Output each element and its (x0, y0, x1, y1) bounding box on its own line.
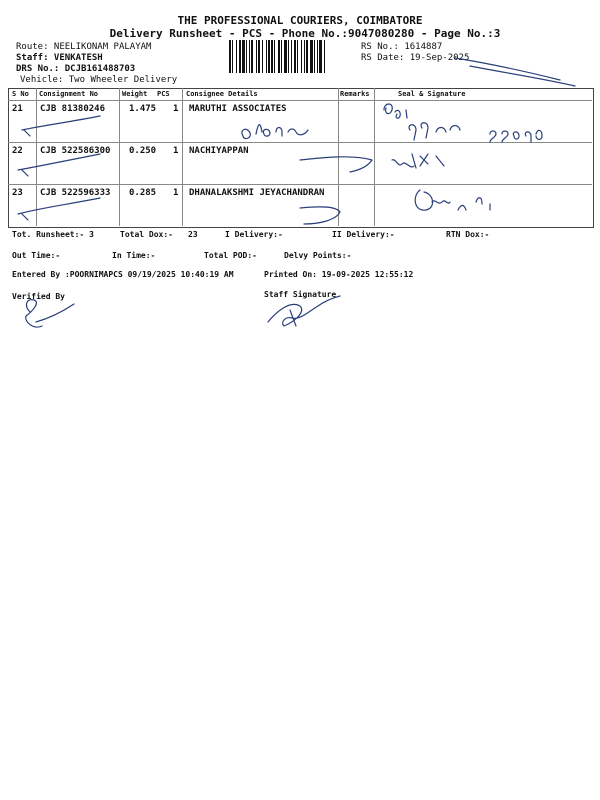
row-consignee: DHANALAKSHMI JEYACHANDRAN (189, 188, 325, 198)
i-delivery: I Delivery:- (225, 230, 283, 239)
staff-label: Staff: VENKATESH (16, 53, 103, 63)
col-consignment: Consignment No (39, 90, 99, 98)
total-dox-label: Total Dox:- (120, 230, 173, 239)
row-pcs: 1 (173, 104, 179, 114)
rs-date: RS Date: 19-Sep-2025 (361, 53, 470, 63)
entered-by: Entered By :POORNIMAPCS 09/19/2025 10:40:19 AM (12, 270, 234, 279)
row-sno: 21 (12, 104, 23, 114)
row-sno: 22 (12, 146, 23, 156)
col-weight: Weight (122, 90, 148, 98)
out-time: Out Time:- (12, 251, 61, 260)
row-pcs: 1 (173, 146, 179, 156)
col-pcs: PCS (157, 90, 170, 98)
row-weight: 0.285 (129, 188, 157, 198)
runsheet-title: Delivery Runsheet - PCS - Phone No.:9047080280 - Page No.:3 (109, 27, 501, 40)
row-consignee: MARUTHI ASSOCIATES (189, 104, 287, 114)
row-consignee: NACHIYAPPAN (189, 146, 249, 156)
delvy-points: Delvy Points:- (284, 251, 352, 260)
route-label: Route: NEELIKONAM PALAYAM (16, 42, 152, 52)
verified-by-label: Verified By (12, 292, 65, 301)
row-pcs: 1 (173, 188, 179, 198)
total-pod: Total POD:- (204, 251, 257, 260)
row-consignment: CJB 522596333 (40, 188, 111, 198)
ii-delivery: II Delivery:- (332, 230, 395, 239)
drs-number: DRS No.: DCJB161488703 (16, 64, 136, 74)
row-weight: 1.475 (129, 104, 157, 114)
col-seal-signature: Seal & Signature (398, 90, 466, 98)
company-title: THE PROFESSIONAL COURIERS, COIMBATORE (177, 14, 423, 27)
rtn-dox: RTN Dox:- (446, 230, 490, 239)
row-consignment: CJB 522586300 (40, 146, 111, 156)
staff-signature-label: Staff Signature (264, 290, 337, 299)
row-sno: 23 (12, 188, 23, 198)
rs-number: RS No.: 1614887 (361, 42, 443, 52)
col-consignee: Consignee Details (186, 90, 258, 98)
total-dox-value: 23 (188, 230, 198, 239)
tot-runsheet: Tot. Runsheet:- 3 (12, 230, 94, 239)
row-weight: 0.250 (129, 146, 157, 156)
row-consignment: CJB 81380246 (40, 104, 106, 114)
col-sno: S No (12, 90, 29, 98)
col-remarks: Remarks (340, 90, 370, 98)
vehicle-label: Vehicle: Two Wheeler Delivery (20, 75, 178, 85)
in-time: In Time:- (112, 251, 156, 260)
printed-on: Printed On: 19-09-2025 12:55:12 (264, 270, 414, 279)
